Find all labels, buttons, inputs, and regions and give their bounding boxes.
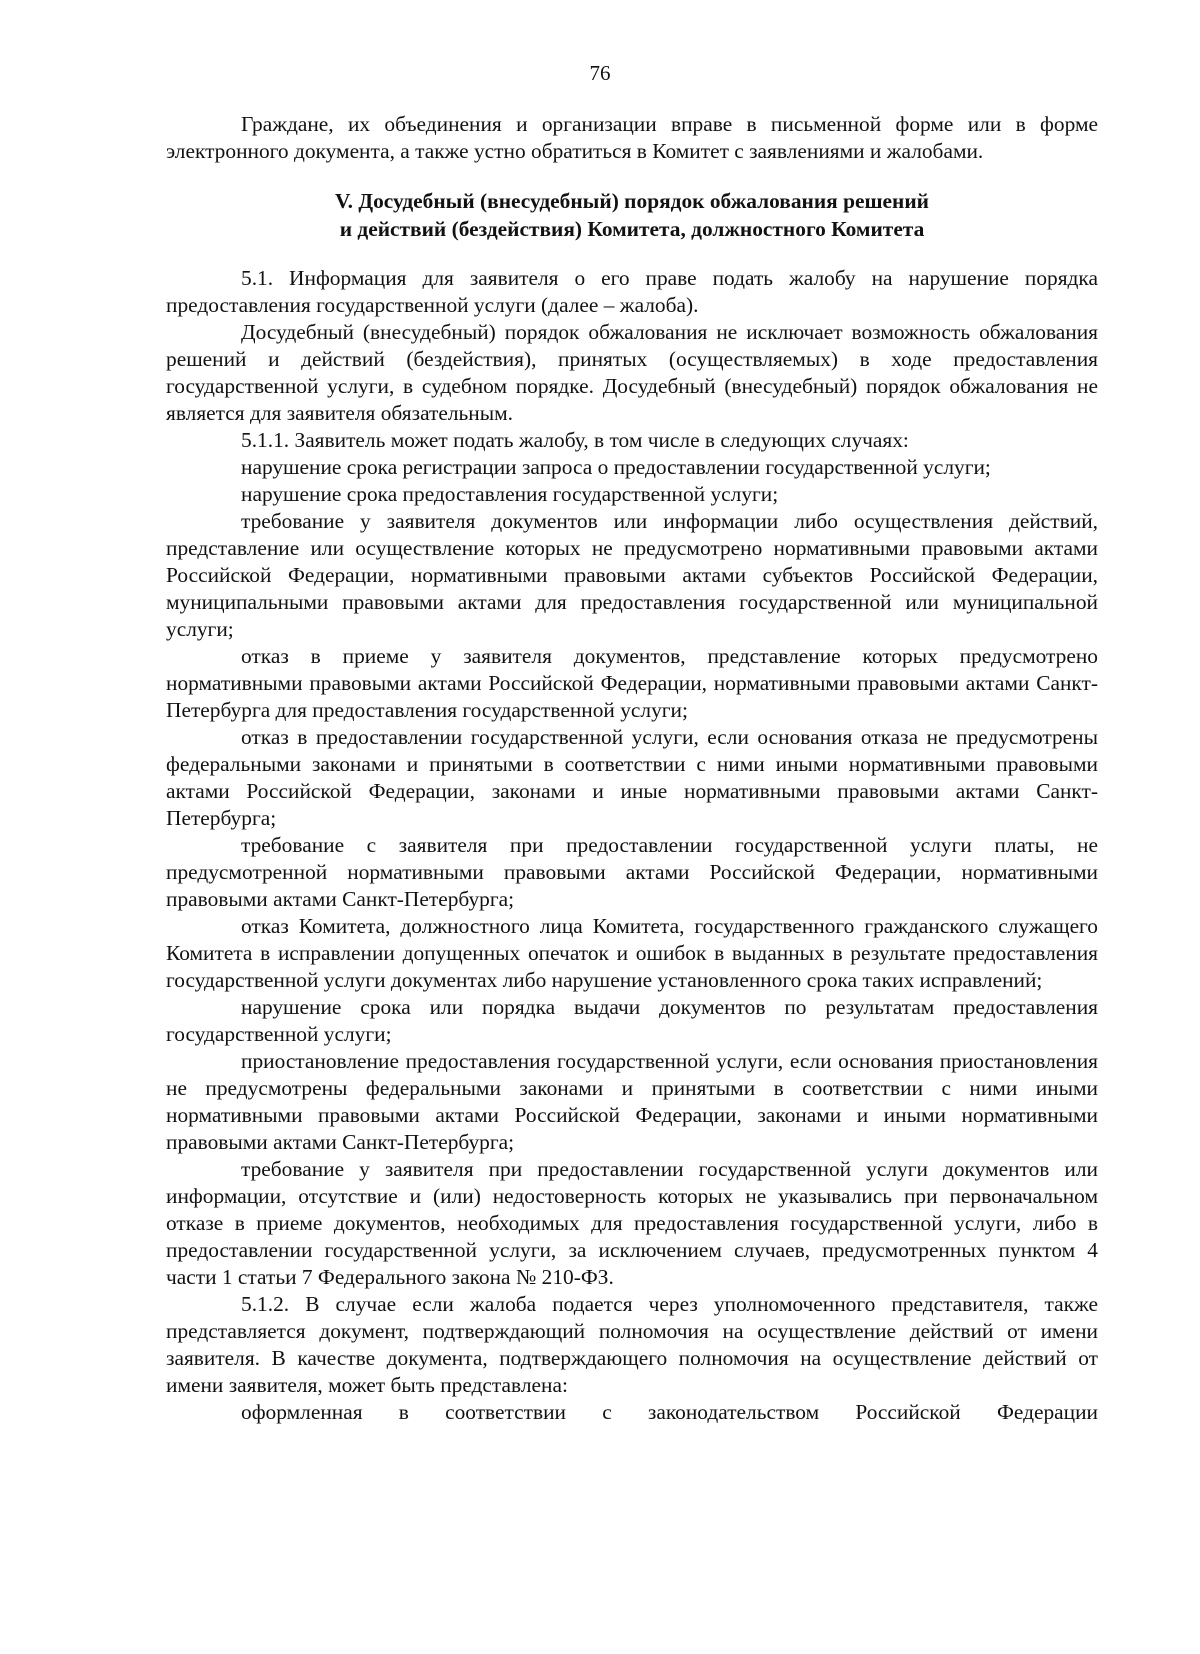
intro-paragraph: Граждане, их объединения и организации вправе в письменной форме или в форме электронного документа, а также устно обратиться в Комитет с заявлениями и жалобами. [166, 112, 1098, 163]
list-item: нарушение срока регистрации запроса о предоставлении государственной услуги; [241, 455, 991, 479]
section-heading-line-2: и действий (бездействия) Комитета, должностного Комитета [339, 217, 925, 241]
paragraph-5-1-1: 5.1.1. Заявитель может подать жалобу, в том числе в следующих случаях: [241, 428, 909, 452]
paragraph-5-1: 5.1. Информация для заявителя о его праве подать жалобу на нарушение порядка предоставления государственной услуги (далее – жалоба). [166, 266, 1098, 317]
list-item: нарушение срока предоставления государственной услуги; [241, 482, 779, 506]
paragraph-5-1-2: 5.1.2. В случае если жалоба подается через уполномоченного представителя, также представляется документ, подтверждающий полномочия на осуществление действий от имени заявителя. В качестве документа, подтверждающего полномочия на осуществление действий от имени заявителя, может быть представлена: [166, 1292, 1098, 1397]
paragraph-pretrial-order: Досудебный (внесудебный) порядок обжалования не исключает возможность обжалования решений и действий (бездействия), принятых (осуществляемых) в ходе предоставления государственной услуги, в судебном порядке. Досудебный (внесудебный) порядок обжалования не является для заявителя обязательным. [166, 320, 1098, 425]
list-item: отказ в предоставлении государственной услуги, если основания отказа не предусмотрены федеральными законами и принятыми в соответствии с ними иными нормативными правовыми актами Российской Федерации, законами и иные нормативными правовыми актами Санкт-Петербурга; [166, 725, 1098, 830]
list-item: требование с заявителя при предоставлении государственной услуги платы, не предусмотренной нормативными правовыми актами Российской Федерации, нормативными правовыми актами Санкт-Петербурга; [166, 833, 1098, 911]
list-item: нарушение срока или порядка выдачи документов по результатам предоставления государственной услуги; [166, 995, 1098, 1046]
list-item: требование у заявителя документов или информации либо осуществления действий, представление или осуществление которых не предусмотрено нормативными правовыми актами Российской Федерации, нормативными правовыми актами субъектов Российской Федерации, муниципальными правовыми актами для предоставления государственной или муниципальной услуги; [166, 509, 1098, 641]
paragraph-continued: оформленная в соответствии с законодательством Российской Федерации [241, 1400, 1098, 1424]
page-number: 76 [589, 61, 611, 85]
list-item: отказ Комитета, должностного лица Комитета, государственного гражданского служащего Комитета в исправлении допущенных опечаток и ошибок в выданных в результате предоставления государственной услуги документах либо нарушение установленного срока таких исправлений; [166, 914, 1098, 992]
section-heading-line-1: V. Досудебный (внесудебный) порядок обжалования решений [334, 189, 930, 213]
list-item: требование у заявителя при предоставлении государственной услуги документов или информации, отсутствие и (или) недостоверность которых не указывались при первоначальном отказе в приеме документов, необходимых для предоставления государственной услуги, либо в предоставлении государственной услуги, за исключением случаев, предусмотренных пунктом 4 части 1 статьи 7 Федерального закона № 210-ФЗ. [166, 1157, 1098, 1289]
list-item: приостановление предоставления государственной услуги, если основания приостановления не предусмотрены федеральными законами и принятыми в соответствии с ними иными нормативными правовыми актами Российской Федерации, законами и иными нормативными правовыми актами Санкт-Петербурга; [166, 1049, 1098, 1154]
section-heading [166, 187, 1098, 243]
list-item: отказ в приеме у заявителя документов, представление которых предусмотрено нормативными правовыми актами Российской Федерации, нормативными правовыми актами Санкт-Петербурга для предоставления государственной услуги; [166, 644, 1098, 722]
page-body [166, 111, 1098, 1426]
